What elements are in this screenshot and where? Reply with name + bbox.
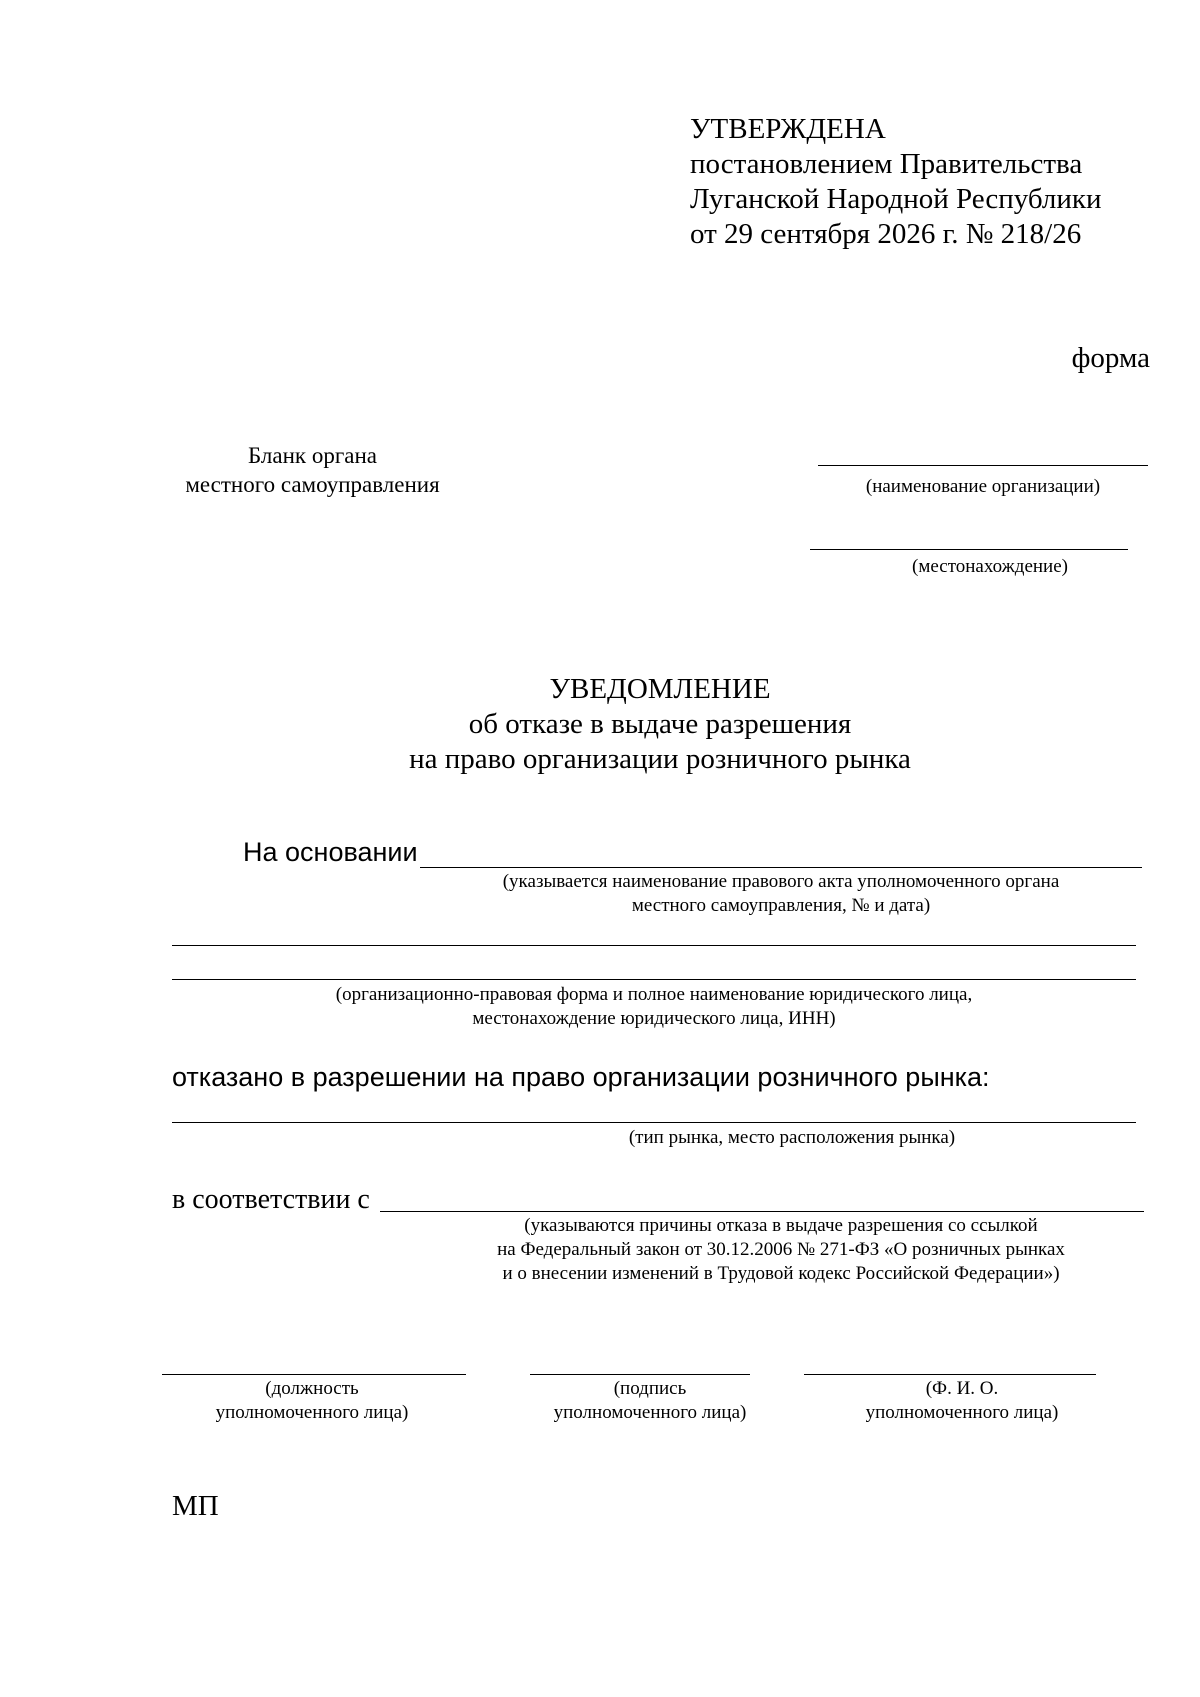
- approval-government-line: Луганской Народной Республики: [690, 183, 1102, 215]
- org-name-field-line[interactable]: [818, 465, 1148, 466]
- basis-field-line[interactable]: [420, 867, 1142, 868]
- full-name-caption-line2: уполномоченного лица): [865, 1402, 1059, 1423]
- full-name-caption-line1: (Ф. И. О.: [925, 1378, 999, 1399]
- refusal-text: отказано в разрешении на право организации розничного рынка:: [172, 1062, 990, 1092]
- full-name-field-line[interactable]: [804, 1374, 1096, 1375]
- accordance-label: в соответствии с: [172, 1184, 370, 1215]
- title-main: УВЕДОМЛЕНИЕ: [549, 673, 771, 705]
- market-caption: (тип рынка, место расположения рынка): [628, 1127, 956, 1148]
- basis-caption-line2: местного самоуправления, № и дата): [631, 895, 931, 916]
- position-caption-line1: (должность: [265, 1378, 359, 1399]
- approval-decree-line: постановлением Правительства: [690, 148, 1083, 180]
- signature-caption-line1: (подпись: [613, 1378, 687, 1399]
- form-label: форма: [1071, 342, 1150, 374]
- reasons-caption-line3: и о внесении изменений в Трудовой кодекс Российской Федерации»): [502, 1263, 1060, 1284]
- basis-caption-line1: (указывается наименование правового акта уполномоченного органа: [502, 871, 1060, 892]
- signature-caption-line2: уполномоченного лица): [553, 1402, 747, 1423]
- signature-field-line[interactable]: [530, 1374, 750, 1375]
- reasons-field-line[interactable]: [380, 1211, 1144, 1212]
- location-caption: (местонахождение): [912, 556, 1068, 577]
- position-field-line[interactable]: [162, 1374, 466, 1375]
- letterhead-placeholder: [150, 441, 475, 499]
- position-caption-line2: уполномоченного лица): [215, 1402, 409, 1423]
- letterhead-line1: Бланк органа: [248, 443, 377, 468]
- title-sub2: на право организации розничного рынка: [409, 743, 911, 775]
- reasons-caption-line2: на Федеральный закон от 30.12.2006 № 271-ФЗ «О розничных рынках: [497, 1239, 1065, 1260]
- entity-field-line-2[interactable]: [172, 979, 1136, 980]
- approval-date-number: от 29 сентября 2026 г. № 218/26: [690, 218, 1082, 250]
- approval-heading: УТВЕРЖДЕНА: [690, 113, 886, 145]
- letterhead-line2: местного самоуправления: [185, 472, 440, 497]
- stamp-place-label: МП: [172, 1490, 219, 1522]
- entity-field-line-1[interactable]: [172, 945, 1136, 946]
- approval-block: [690, 112, 1102, 252]
- basis-label: На основании: [243, 837, 418, 867]
- location-field-line[interactable]: [810, 549, 1128, 550]
- reasons-caption-line1: (указываются причины отказа в выдаче разрешения со ссылкой: [524, 1215, 1038, 1236]
- market-field-line[interactable]: [172, 1122, 1136, 1123]
- document-title: [0, 672, 1200, 777]
- org-name-caption: (наименование организации): [865, 476, 1101, 497]
- entity-caption-line2: местонахождение юридического лица, ИНН): [472, 1008, 836, 1029]
- title-sub1: об отказе в выдаче разрешения: [468, 708, 852, 740]
- entity-caption-line1: (организационно-правовая форма и полное наименование юридического лица,: [335, 984, 973, 1005]
